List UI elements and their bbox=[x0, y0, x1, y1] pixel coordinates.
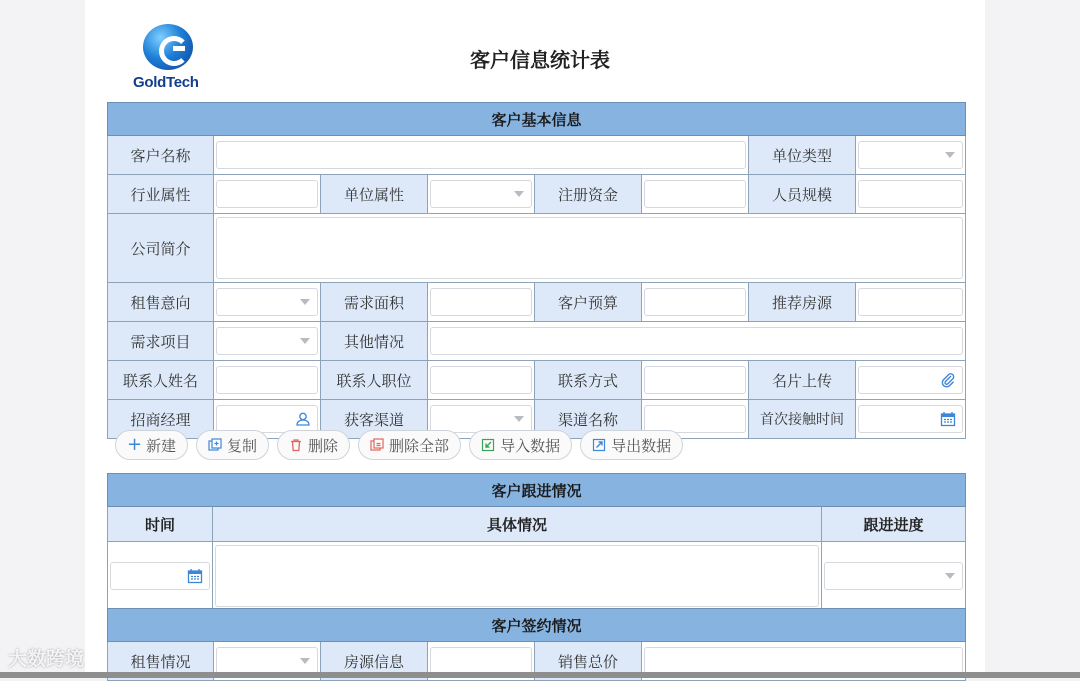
basic-info-table bbox=[107, 102, 966, 439]
label-rent-intent: 租售意向 bbox=[108, 283, 214, 322]
customer-name-input[interactable] bbox=[216, 141, 746, 169]
card-upload-input[interactable] bbox=[858, 366, 963, 394]
budget-input[interactable] bbox=[644, 288, 746, 316]
chevron-down-icon bbox=[300, 338, 310, 344]
label-channel-name: 渠道名称 bbox=[535, 400, 642, 439]
sale-status-select[interactable] bbox=[216, 647, 318, 675]
export-icon bbox=[592, 438, 606, 452]
other-input[interactable] bbox=[430, 327, 963, 355]
channel-name-input[interactable] bbox=[644, 405, 746, 433]
delete-all-button[interactable] bbox=[358, 430, 461, 460]
import-button[interactable] bbox=[469, 430, 572, 460]
label-unit-attr: 单位属性 bbox=[321, 175, 428, 214]
label-budget: 客户预算 bbox=[535, 283, 642, 322]
rent-intent-select[interactable] bbox=[216, 288, 318, 316]
label-demand-area: 需求面积 bbox=[321, 283, 428, 322]
copy-icon bbox=[208, 438, 222, 452]
label-industry: 行业属性 bbox=[108, 175, 214, 214]
followup-detail-textarea[interactable] bbox=[215, 545, 819, 607]
label-contact-name: 联系人姓名 bbox=[108, 361, 214, 400]
chevron-down-icon bbox=[300, 299, 310, 305]
channel-select[interactable] bbox=[430, 405, 532, 433]
chevron-down-icon bbox=[300, 658, 310, 664]
col-time: 时间 bbox=[108, 507, 213, 542]
calendar-icon[interactable] bbox=[940, 411, 956, 427]
unit-attr-select[interactable] bbox=[430, 180, 532, 208]
delete-all-icon bbox=[370, 438, 384, 452]
label-demand-project: 需求项目 bbox=[108, 322, 214, 361]
label-company-intro: 公司简介 bbox=[108, 214, 214, 283]
label-other: 其他情况 bbox=[321, 322, 428, 361]
import-button-label: 导入数据 bbox=[500, 436, 561, 455]
paperclip-icon[interactable] bbox=[940, 372, 956, 388]
followup-section-title: 客户跟进情况 bbox=[108, 474, 966, 507]
recommended-input[interactable] bbox=[858, 288, 963, 316]
label-capital: 注册资金 bbox=[535, 175, 642, 214]
label-unit-type: 单位类型 bbox=[749, 136, 856, 175]
basic-section-title: 客户基本信息 bbox=[108, 103, 966, 136]
new-button[interactable] bbox=[115, 430, 188, 460]
col-progress: 跟进进度 bbox=[822, 507, 966, 542]
delete-button-label: 删除 bbox=[308, 436, 339, 455]
calendar-icon[interactable] bbox=[187, 568, 203, 584]
contact-title-input[interactable] bbox=[430, 366, 532, 394]
chevron-down-icon bbox=[514, 416, 524, 422]
contact-name-input[interactable] bbox=[216, 366, 318, 394]
property-info-input[interactable] bbox=[430, 647, 532, 675]
label-staff-size: 人员规模 bbox=[749, 175, 856, 214]
capital-input[interactable] bbox=[644, 180, 746, 208]
export-button[interactable] bbox=[580, 430, 683, 460]
label-total-price: 销售总价 bbox=[535, 642, 642, 681]
new-button-label: 新建 bbox=[146, 436, 177, 455]
copy-button-label: 复制 bbox=[227, 436, 258, 455]
form-title: 客户信息统计表 bbox=[470, 48, 610, 72]
first-contact-date-input[interactable] bbox=[858, 405, 963, 433]
contract-section-title: 客户签约情况 bbox=[108, 609, 966, 642]
delete-button[interactable] bbox=[277, 430, 350, 460]
chevron-down-icon bbox=[945, 573, 955, 579]
unit-type-select[interactable] bbox=[858, 141, 963, 169]
action-toolbar bbox=[115, 430, 683, 462]
watermark: 大数跨境 bbox=[8, 648, 85, 670]
contract-table bbox=[107, 608, 966, 681]
followup-table bbox=[107, 473, 966, 611]
label-card-upload: 名片上传 bbox=[749, 361, 856, 400]
export-button-label: 导出数据 bbox=[611, 436, 672, 455]
label-recommended: 推荐房源 bbox=[749, 283, 856, 322]
manager-input[interactable] bbox=[216, 405, 318, 433]
label-manager: 招商经理 bbox=[108, 400, 214, 439]
chevron-down-icon bbox=[945, 152, 955, 158]
demand-area-input[interactable] bbox=[430, 288, 532, 316]
label-sale-status: 租售情况 bbox=[108, 642, 214, 681]
plus-icon: + bbox=[127, 434, 143, 455]
staff-size-input[interactable] bbox=[858, 180, 963, 208]
col-detail: 具体情况 bbox=[213, 507, 822, 542]
contact-way-input[interactable] bbox=[644, 366, 746, 394]
trash-icon bbox=[289, 438, 303, 452]
label-channel: 获客渠道 bbox=[321, 400, 428, 439]
company-intro-textarea[interactable] bbox=[216, 217, 963, 279]
industry-input[interactable] bbox=[216, 180, 318, 208]
chevron-down-icon bbox=[514, 191, 524, 197]
bottom-strip bbox=[0, 672, 1080, 678]
label-property-info: 房源信息 bbox=[321, 642, 428, 681]
demand-project-select[interactable] bbox=[216, 327, 318, 355]
copy-button[interactable] bbox=[196, 430, 269, 460]
label-contact-title: 联系人职位 bbox=[321, 361, 428, 400]
user-icon[interactable] bbox=[295, 411, 311, 427]
total-price-input[interactable] bbox=[644, 647, 963, 675]
logo-text: GoldTech bbox=[133, 74, 199, 91]
delete-all-button-label: 删除全部 bbox=[389, 436, 450, 455]
label-contact-way: 联系方式 bbox=[535, 361, 642, 400]
followup-time-input[interactable] bbox=[110, 562, 210, 590]
import-icon bbox=[481, 438, 495, 452]
label-first-contact: 首次接触时间 bbox=[749, 400, 856, 439]
followup-progress-select[interactable] bbox=[824, 562, 963, 590]
label-customer-name: 客户名称 bbox=[108, 136, 214, 175]
